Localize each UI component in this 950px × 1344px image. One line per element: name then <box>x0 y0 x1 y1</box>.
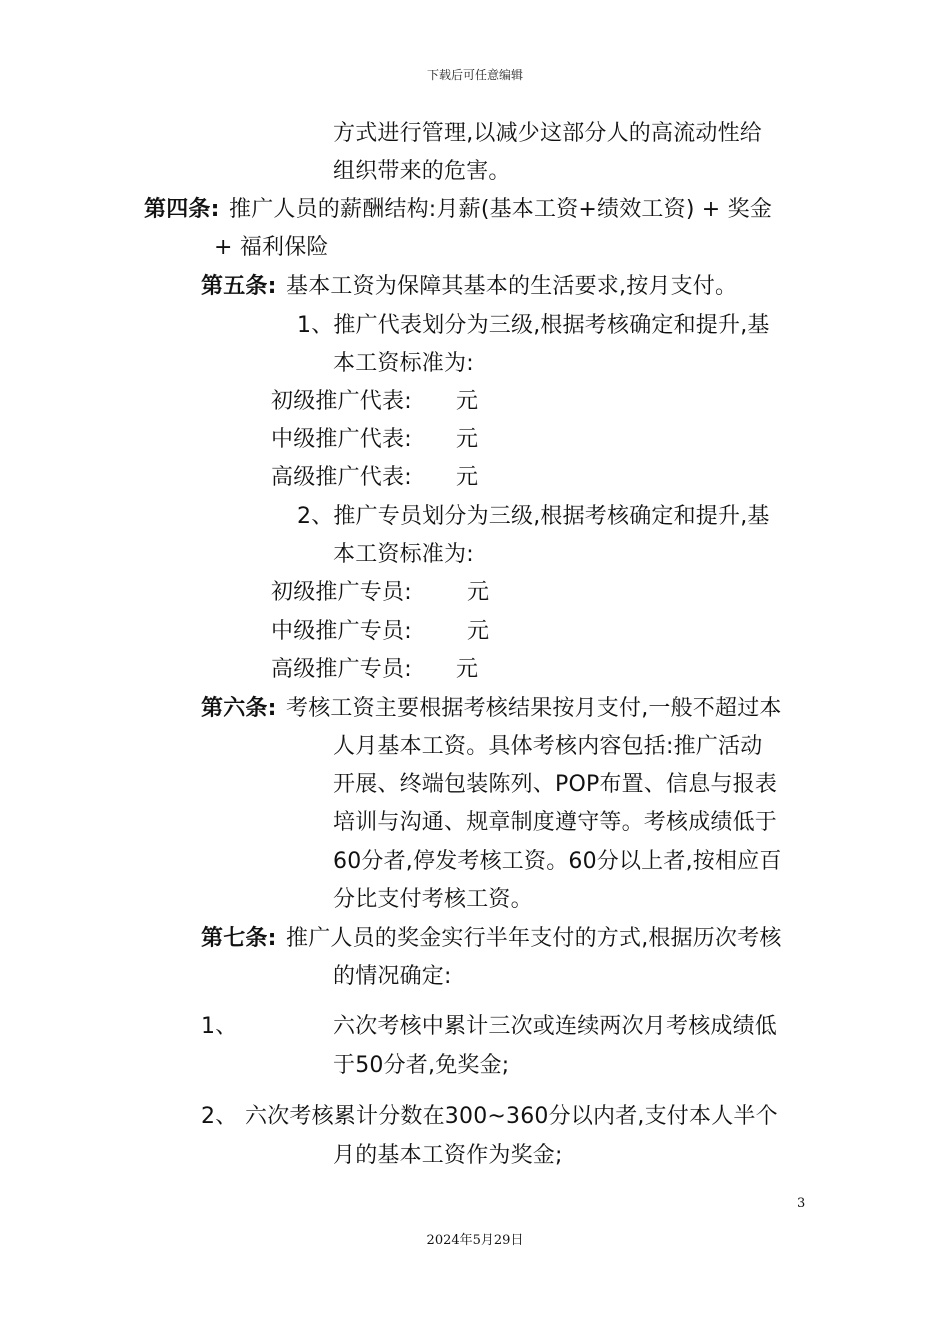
text-line: 本工资标准为: <box>333 542 474 567</box>
text-line: + 福利保险 <box>214 235 329 260</box>
text-line: 方式进行管理,以减少这部分人的高流动性给 <box>333 121 762 146</box>
article-4-heading: 第四条: <box>144 197 220 222</box>
text-line: 开展、终端包装陈列、POP布置、信息与报表 <box>333 772 778 797</box>
text-line: 推广人员的薪酬结构:月薪(基本工资+绩效工资) + 奖金 <box>229 197 773 222</box>
text-line: 于50分者,免奖金; <box>333 1053 510 1078</box>
footer-date: 2024年5月29日 <box>426 1233 524 1248</box>
text-line: 月的基本工资作为奖金; <box>333 1143 563 1168</box>
salary-label: 高级推广代表: <box>271 465 412 490</box>
text-line: 基本工资为保障其基本的生活要求,按月支付。 <box>286 274 738 299</box>
article-7-heading: 第七条: <box>201 926 277 951</box>
list-item: 1、推广代表划分为三级,根据考核确定和提升,基 <box>297 313 770 338</box>
salary-unit: 元 <box>456 389 479 414</box>
list-item: 2、推广专员划分为三级,根据考核确定和提升,基 <box>297 504 770 529</box>
salary-unit: 元 <box>467 619 490 644</box>
text-line: 推广人员的奖金实行半年支付的方式,根据历次考核 <box>286 926 782 951</box>
text-line: 60分者,停发考核工资。60分以上者,按相应百 <box>333 849 782 874</box>
text-line: 六次考核中累计三次或连续两次月考核成绩低 <box>333 1014 778 1039</box>
salary-label: 中级推广专员: <box>271 619 412 644</box>
list-marker: 2、 <box>201 1104 238 1129</box>
salary-unit: 元 <box>456 427 479 452</box>
salary-label: 高级推广专员: <box>271 657 412 682</box>
salary-label: 中级推广代表: <box>271 427 412 452</box>
salary-unit: 元 <box>456 465 479 490</box>
text-line: 的情况确定: <box>333 964 452 989</box>
salary-unit: 元 <box>456 657 479 682</box>
list-marker: 1、 <box>201 1014 238 1039</box>
salary-label: 初级推广专员: <box>271 580 412 605</box>
text-line: 六次考核累计分数在300~360分以内者,支付本人半个 <box>245 1104 778 1129</box>
page-header: 下载后可任意编辑 <box>426 68 523 82</box>
text-line: 人月基本工资。具体考核内容包括:推广活动 <box>333 734 763 759</box>
salary-unit: 元 <box>467 580 490 605</box>
article-6-heading: 第六条: <box>201 696 277 721</box>
salary-label: 初级推广代表: <box>271 389 412 414</box>
page-number: 3 <box>797 1196 806 1211</box>
article-5-heading: 第五条: <box>201 274 277 299</box>
text-line: 本工资标准为: <box>333 351 474 376</box>
text-line: 培训与沟通、规章制度遵守等。考核成绩低于 <box>333 810 778 835</box>
text-line: 分比支付考核工资。 <box>333 887 533 912</box>
text-line: 组织带来的危害。 <box>333 159 511 184</box>
text-line: 考核工资主要根据考核结果按月支付,一般不超过本 <box>286 696 782 721</box>
